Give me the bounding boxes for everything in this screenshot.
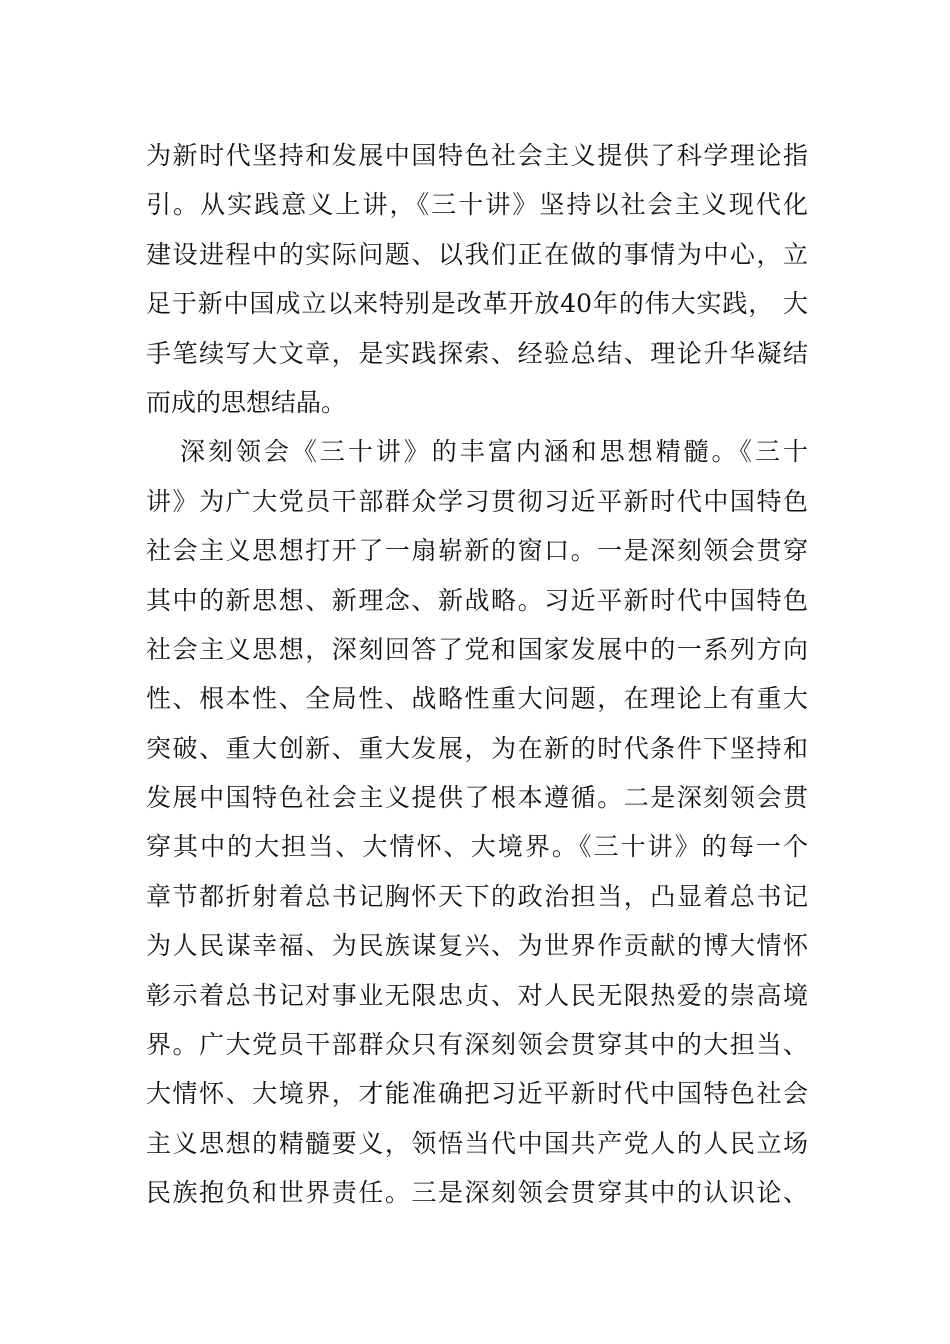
text-line: 突破、重大创新、重大发展，为在新的时代条件下坚持和 [146, 733, 808, 763]
text-line: 深刻领会《三十讲》的丰富内涵和思想精髓。《三十 [180, 437, 808, 467]
text-line: 主义思想的精髓要义，领悟当代中国共产党人的人民立场 [146, 1128, 808, 1158]
text-line: 民族抱负和世界责任。三是深刻领会贯穿其中的认识论、 [146, 1178, 808, 1208]
text-line: 发展中国特色社会主义提供了根本遵循。二是深刻领会贯 [146, 783, 808, 813]
text-line: 大情怀、大境界，才能准确把习近平新时代中国特色社会 [146, 1079, 808, 1109]
text-line: 引。从实践意义上讲，《三十讲》坚持以社会主义现代化 [146, 190, 808, 220]
text-line: 为新时代坚持和发展中国特色社会主义提供了科学理论指 [146, 141, 808, 170]
text-line: 其中的新思想、新理念、新战略。习近平新时代中国特色 [146, 585, 808, 615]
paragraph-1 [146, 131, 808, 427]
text-line: 彰示着总书记对事业无限忠贞、对人民无限热爱的崇高境 [146, 980, 808, 1010]
text-line: 界。广大党员干部群众只有深刻领会贯穿其中的大担当、 [146, 1030, 808, 1060]
text-line: 足于新中国成立以来特别是改革开放40年的伟大实践， 大 [146, 289, 808, 319]
text-line: 性、根本性、全局性、战略性重大问题，在理论上有重大 [146, 684, 808, 714]
text-line: 手笔续写大文章，是实践探索、经验总结、理论升华凝结 [146, 338, 808, 368]
body-text [146, 131, 808, 1218]
text-line: 为人民谋幸福、为民族谋复兴、为世界作贡献的博大情怀 [146, 931, 808, 961]
text-line: 社会主义思想打开了一扇崭新的窗口。一是深刻领会贯穿 [146, 536, 808, 566]
text-line: 建设进程中的实际问题、以我们正在做的事情为中心，立 [146, 239, 808, 269]
text-line: 社会主义思想，深刻回答了党和国家发展中的一系列方向 [146, 634, 808, 664]
text-line: 而成的思想结晶。 [146, 387, 347, 417]
text-line: 章节都折射着总书记胸怀天下的政治担当，凸显着总书记 [146, 881, 808, 911]
text-line: 穿其中的大担当、大情怀、大境界。《三十讲》的每一个 [146, 832, 808, 862]
paragraph-2 [146, 427, 808, 1217]
text-line: 讲》为广大党员干部群众学习贯彻习近平新时代中国特色 [146, 486, 808, 516]
